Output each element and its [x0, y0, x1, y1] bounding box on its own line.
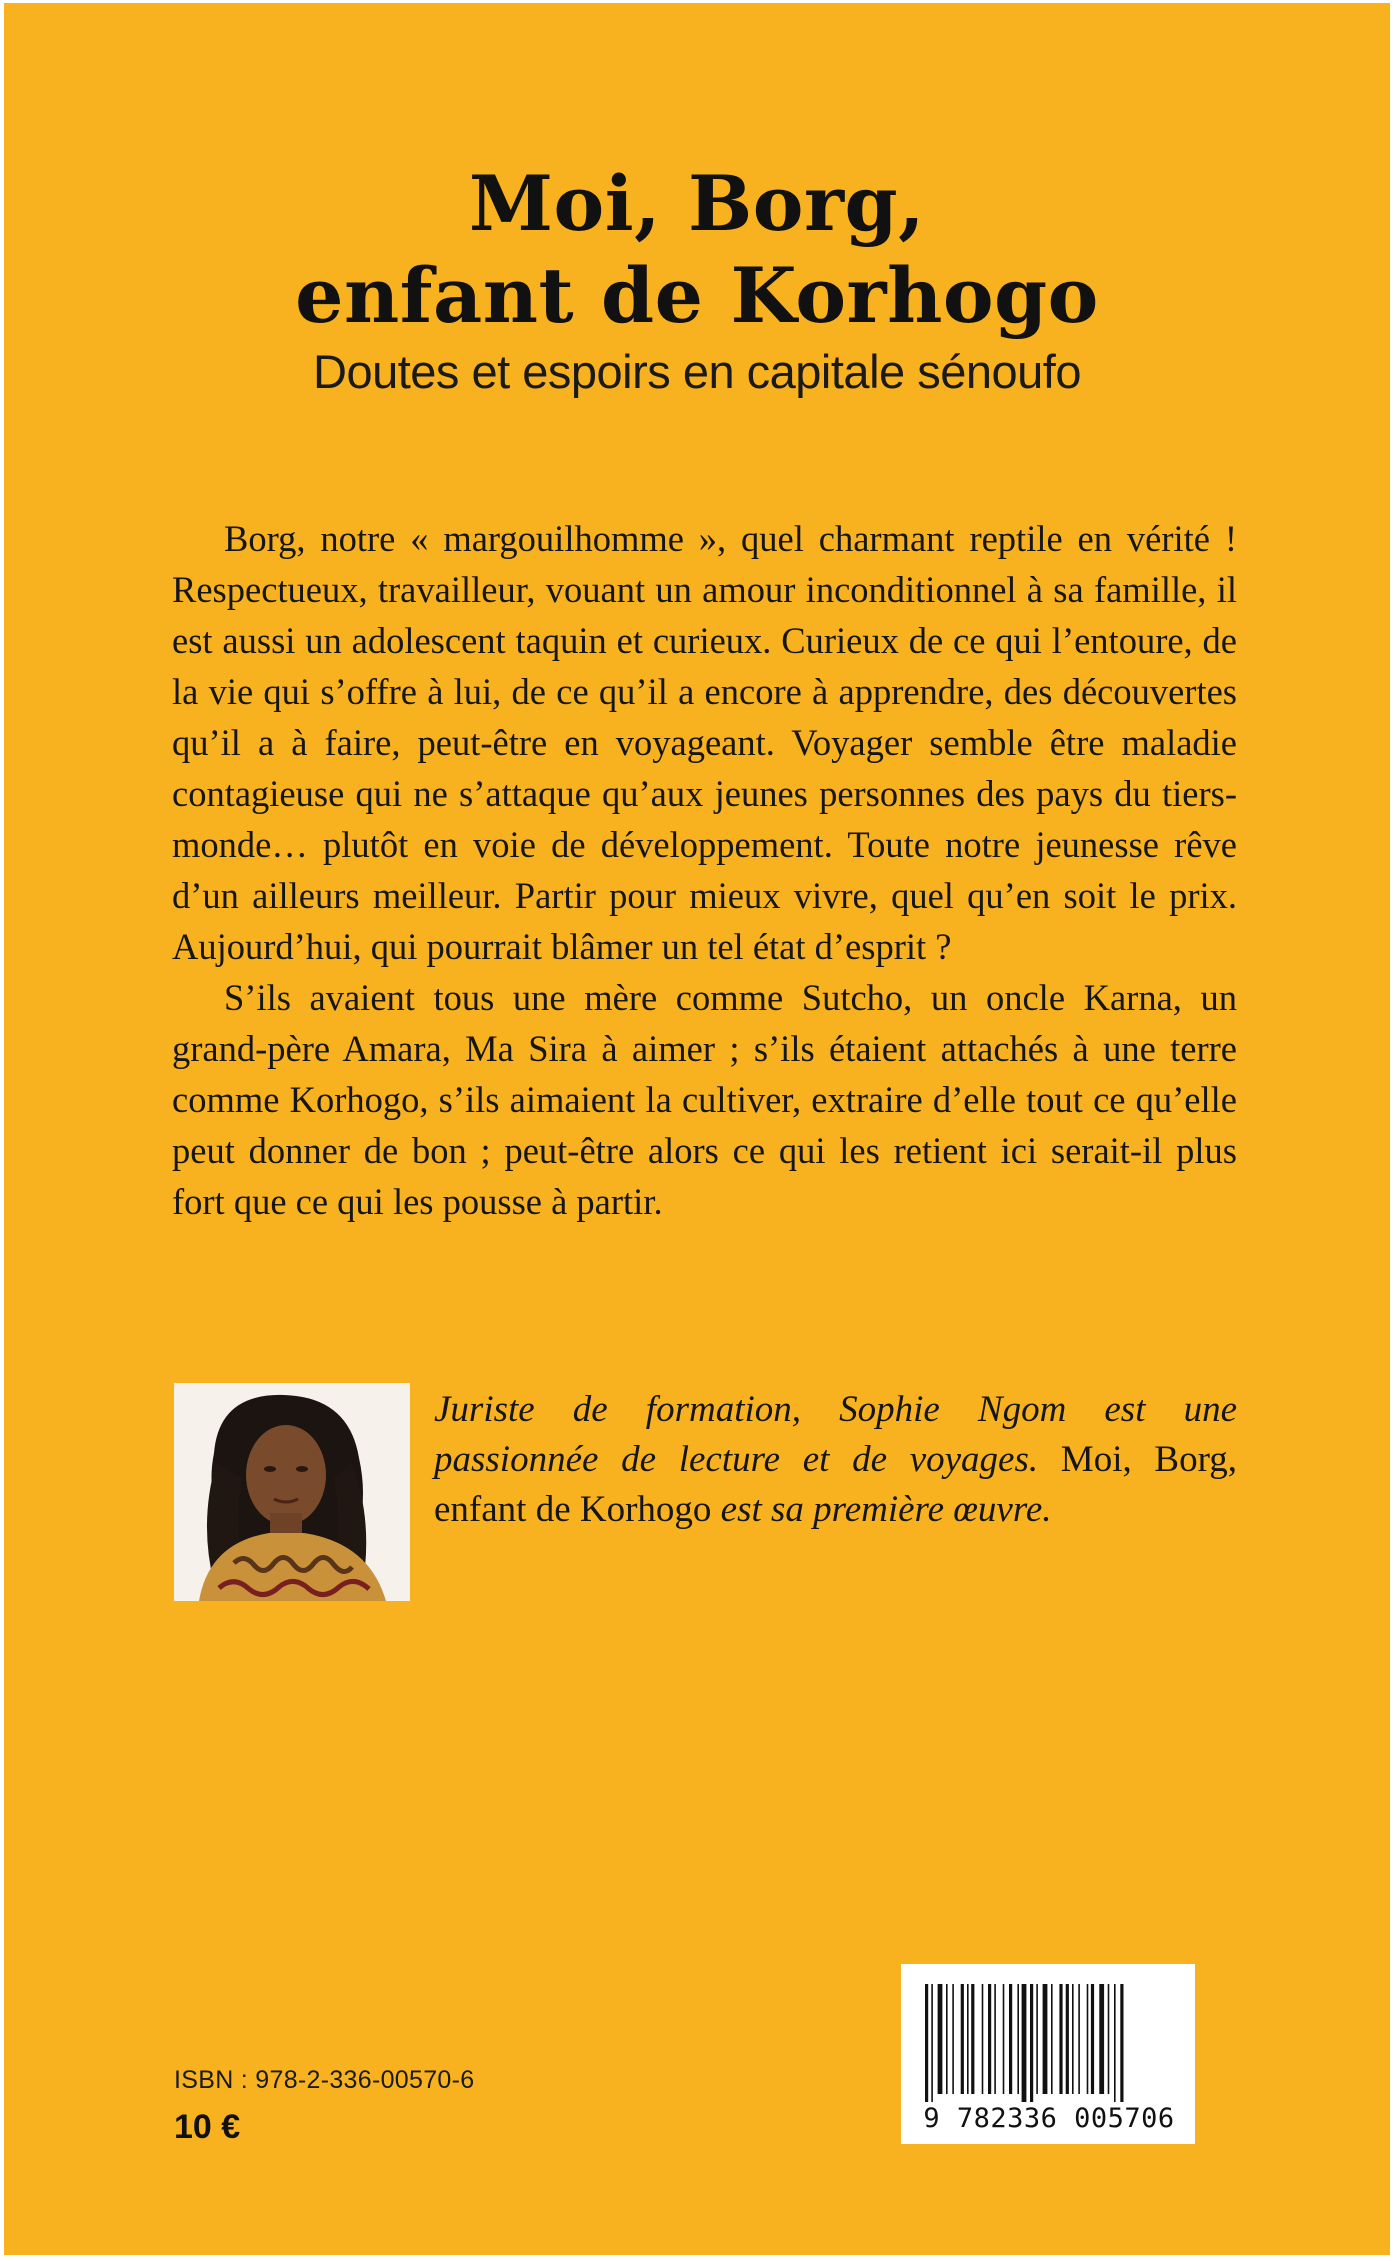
author-bio-italic-end: est sa première œuvre.	[720, 1489, 1052, 1530]
barcode-bar	[1072, 1984, 1074, 2094]
author-portrait-image	[174, 1383, 410, 1601]
barcode-bar	[1036, 1984, 1038, 2094]
barcode-bar	[1114, 1984, 1116, 2102]
book-subtitle: Doutes et espoirs en capitale sénoufo	[313, 345, 1081, 398]
cover-header	[4, 158, 1390, 400]
book-title-line-1: Moi, Borg,	[468, 159, 926, 248]
barcode-bar	[1087, 1984, 1089, 2094]
barcode-bar	[994, 1984, 996, 2094]
barcode-bar	[1017, 1984, 1019, 2094]
barcode-bar	[1022, 1984, 1027, 2102]
blurb-paragraph-1: Borg, notre « margouilhomme », quel charmant reptile en vérité ! Respectueux, travailleur, vouant un amour inconditionnel à sa famille, il est aussi un adolescent taquin et curieux. Curieux de ce qui l’entoure, de la vie qui s’offre à lui, de ce qu’il a encore à apprendre, des découvertes qu’il a à faire, peut-être en voyageant. Voyager semble être maladie contagieuse qui ne s’attaque qu’aux jeunes personnes des pays du tiers-monde… plutôt en voie de développement. Toute notre jeunesse rêve d’un ailleurs meilleur. Partir pour mieux vivre, quel qu’en soit le prix. Aujourd’hui, qui pourrait blâmer un tel état d’esprit ?	[172, 518, 1237, 967]
barcode-bar	[1030, 1984, 1033, 2102]
barcode-bar	[982, 1984, 984, 2094]
barcode-bar	[1078, 1984, 1080, 2094]
author-photo	[174, 1383, 410, 1601]
barcode-bar	[931, 1984, 933, 2102]
barcode-number: 9 782336 005706	[923, 2103, 1175, 2134]
barcode-bar	[938, 1984, 943, 2094]
author-bio-book-title: Moi, Borg, enfant de Korhogo	[434, 1439, 1237, 1530]
book-title-line-2: enfant de Korhogo	[295, 251, 1099, 340]
author-bio	[434, 1385, 1237, 1535]
barcode-bars	[923, 1984, 1173, 2102]
barcode-bar	[1003, 1984, 1005, 2094]
barcode-bar	[1009, 1984, 1012, 2094]
isbn-label: ISBN : 978-2-336-00570-6	[174, 2066, 475, 2094]
blurb-paragraph-2: S’ils avaient tous une mère comme Sutcho, un oncle Karna, un grand-père Amara, Ma Sira à aimer ; s’ils étaient attachés à une terre comme Korhogo, s’ils aimaient la cultiver, extraire d’elle tout ce qu’elle peut donner de bon ; peut-être alors ce qui les retient ici serait-il plus fort que ce qui les pousse à partir.	[172, 977, 1237, 1222]
barcode-bar	[1043, 1984, 1048, 2094]
barcode-bar	[1108, 1984, 1110, 2094]
barcode-bar	[952, 1984, 954, 2094]
barcode-bar	[967, 1984, 969, 2094]
barcode-bar	[1091, 1984, 1094, 2094]
barcode-bar	[961, 1984, 964, 2094]
price-label: 10 €	[174, 2108, 241, 2146]
barcode-bar	[1051, 1984, 1053, 2094]
barcode-bar	[1066, 1984, 1069, 2094]
barcode-bar	[971, 1984, 974, 2094]
barcode-bar	[988, 1984, 991, 2094]
barcode-bar	[1059, 1984, 1062, 2094]
barcode-bar	[925, 1984, 928, 2102]
barcode-bar	[1120, 1984, 1123, 2102]
barcode-bar	[946, 1984, 948, 2094]
barcode-bar	[1099, 1984, 1104, 2094]
blurb-text	[172, 513, 1237, 1227]
back-cover	[4, 3, 1390, 2255]
barcode	[901, 1964, 1195, 2144]
author-bio-italic: Juriste de formation, Sophie Ngom est une passionnée de lecture et de voyages.	[434, 1389, 1237, 1480]
